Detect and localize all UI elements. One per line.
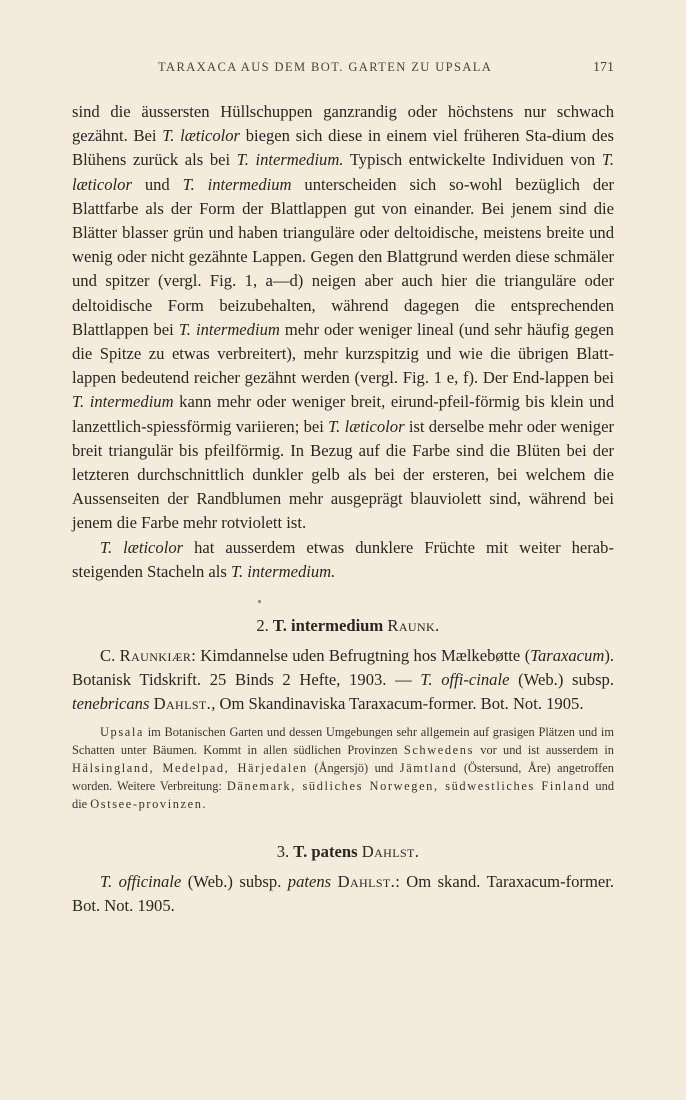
reference-intermedium: C. Raunkiær: Kimdannelse uden Befrugtning hos Mælkebøtte (Taraxacum). Botanisk Tidskrift. 25 Binds 2 Hefte, 1903. — T. offi-cinale (Web.) subsp. tenebricans Dahlst., Om Skandinaviska Taraxacum-former. Bot. Not. 1905.	[72, 646, 615, 714]
paragraph-leaf-comparison: sind die äussersten Hüllschuppen ganzrandig oder höchstens nur schwach gezähnt. Bei T. læticolor biegen sich diese in einem viel früheren Sta-dium des Blühens zurück als bei T. intermedium. Typisch entwickelte Individuen von T. læticolor und T. intermedium unterscheiden sich so-wohl bezüglich der Blattfarbe als der Form der Blattlappen gut von einander. Bei jenem sind die Blätter blasser grün und haben trianguläre oder deltoidische, meistens breite und wenig oder nicht gezähnte Lappen. Gegen den Blattgrund werden diese schmäler und spitzer (vergl. Fig. 1, a—d) neigen aber auch hier die trianguläre oder deltoidische Form beizubehalten, während dagegen die entsprechenden Blattlappen bei T. intermedium mehr oder weniger lineal (und sehr häufig gegen die Spitze zu etwas verbreitert), mehr kurzspitzig und wie die übrigen Blatt-lappen bedeutend reicher gezähnt werden (vergl. Fig. 1 e, f). Der End-lappen bei T. intermedium kann mehr oder weniger breit, eirund-pfeil-förmig bis klein und lanzettlich-spiessförmig variieren; bei T. læticolor ist derselbe mehr oder weniger breit triangulär bis pfeilförmig. In Bezug auf die Farbe sind die Blüten bei der letzteren durchschnittlich dunkler gelb als bei der ersteren, bei welchem die Aussenseiten der Randblumen mehr ausgeprägt blauviolett sind, während bei jenem die Farbe mehr rotviolett ist.	[72, 102, 615, 533]
section-heading-intermedium: 2. T. intermedium Raunk.	[256, 616, 440, 636]
text-body	[72, 100, 614, 918]
distribution-intermedium: Upsala im Botanischen Garten und dessen Umgebungen sehr allgemein auf grasigen Plätzen und im Schatten unter Bäumen. Kommt in allen südlichen Provinzen Schwedens vor und ist ausserdem in Hälsingland, Medelpad, Härjedalen (Ångersjö) und Jämtland (Östersund, Åre) angetroffen worden. Weitere Verbreitung: Dänemark, südliches Norwegen, südwestliches Finland und die Ostsee-provinzen.	[72, 724, 615, 812]
section-heading-patens: 3. T. patens Dahlst.	[276, 841, 420, 861]
reference-patens: T. officinale (Web.) subsp. patens Dahlst.: Om skand. Taraxacum-former. Bot. Not. 1905.	[72, 871, 614, 915]
page-number: 171	[593, 60, 614, 75]
running-title: TARAXACA AUS DEM BOT. GARTEN ZU UPSALA	[158, 60, 493, 74]
paragraph-fruit-comparison: T. læticolor hat ausserdem etwas dunklere Früchte mit weiter herab-steigenden Stacheln als T. intermedium.	[72, 537, 614, 581]
